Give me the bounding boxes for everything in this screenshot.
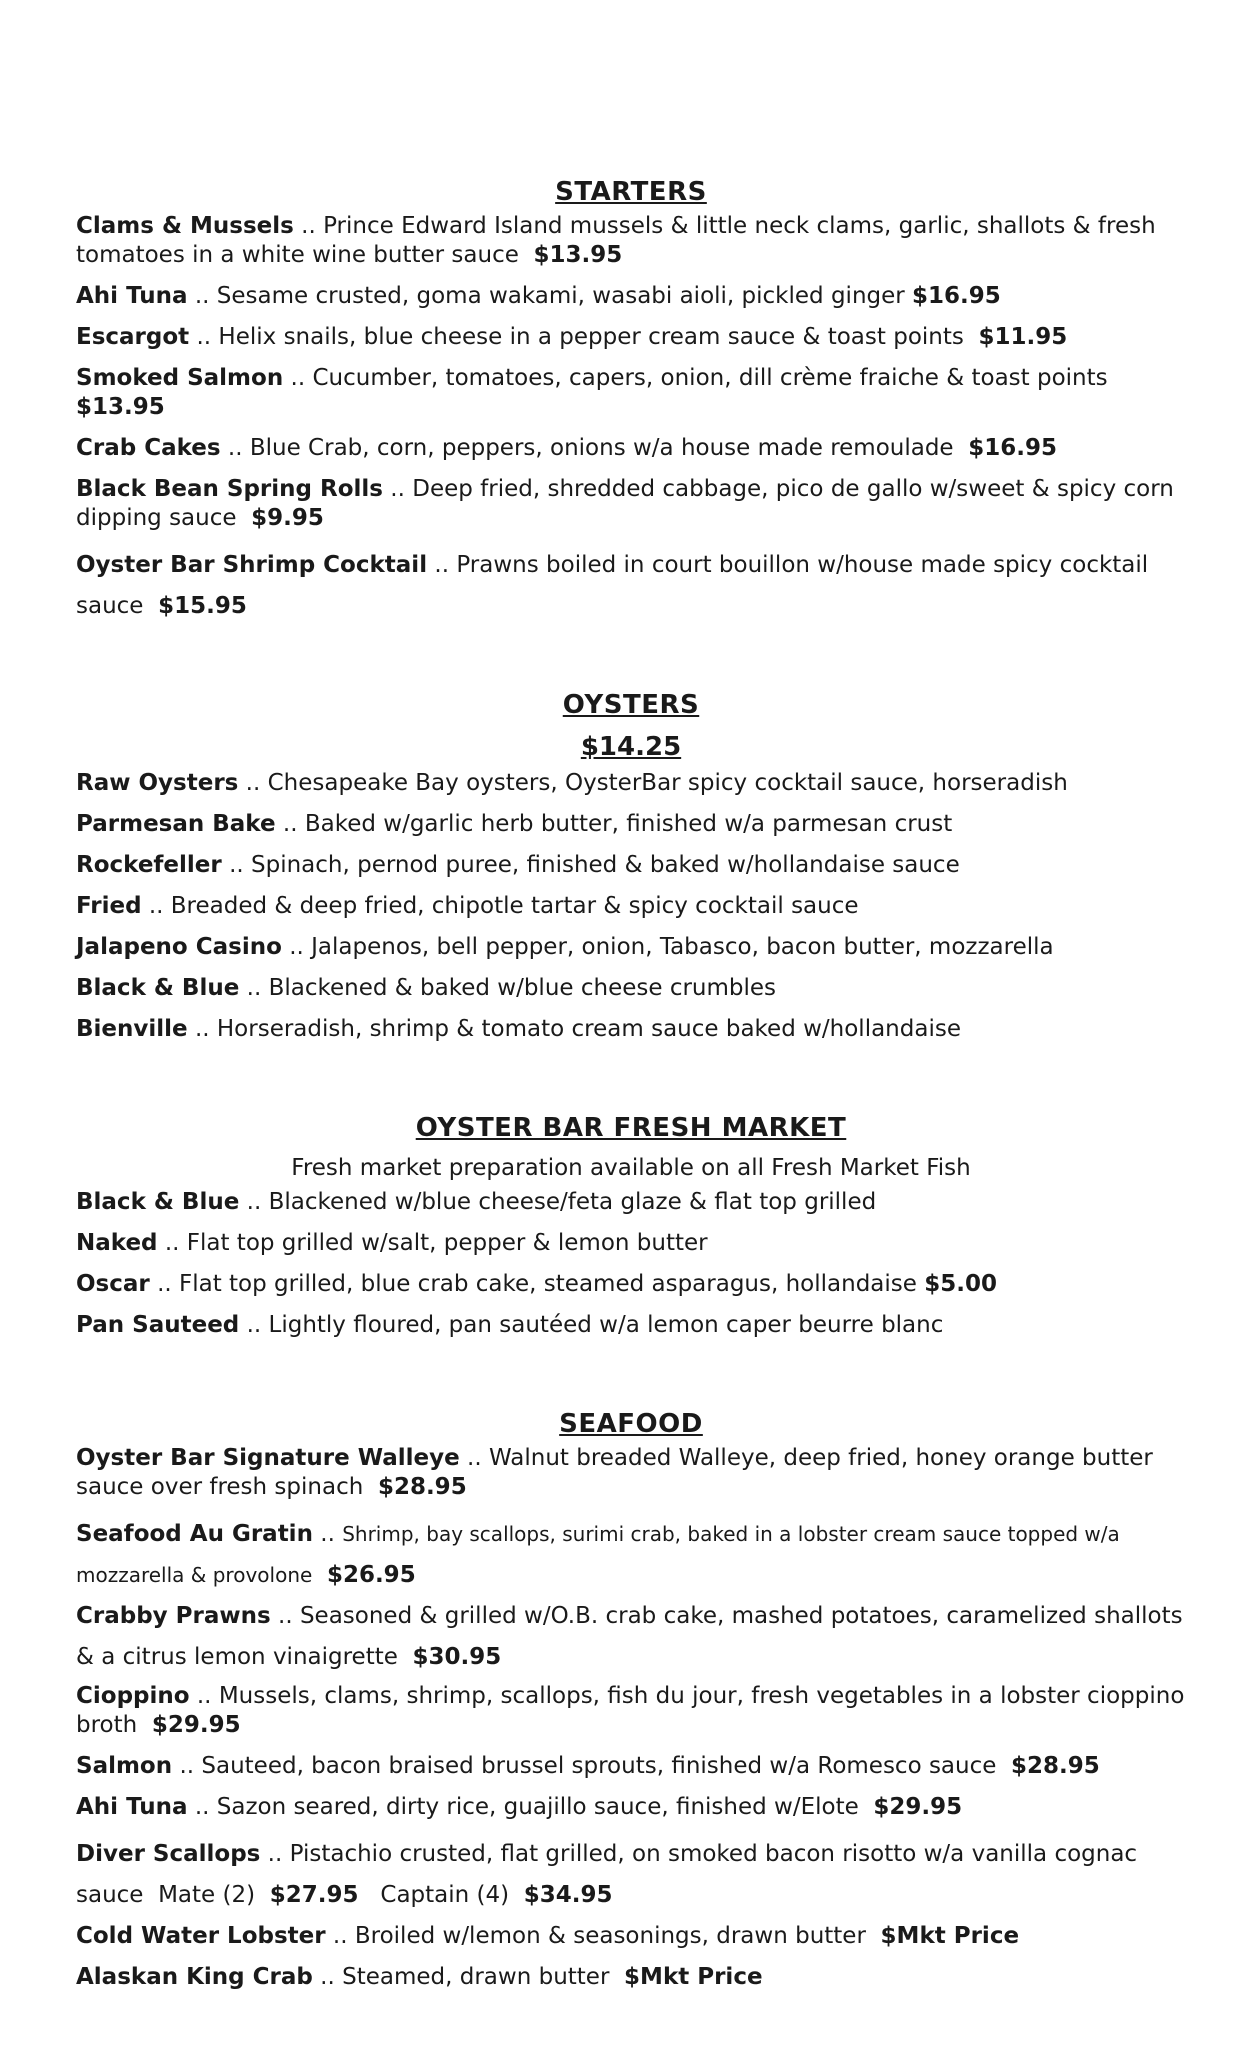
item-price: $5.00 (924, 1271, 997, 1297)
item-desc: Steamed, drawn butter (342, 1964, 610, 1990)
menu-item: Raw Oysters .. Chesapeake Bay oysters, OysterBar spicy cocktail sauce, horseradish (76, 770, 1068, 796)
item-desc: Blackened & baked w/blue cheese crumbles (268, 975, 777, 1001)
menu-item: Jalapeno Casino .. Jalapenos, bell pepper, onion, Tabasco, bacon butter, mozzarella (76, 934, 1054, 960)
item-name: Rockefeller (76, 852, 222, 878)
item-name: Jalapeno Casino (76, 934, 282, 960)
item-name: Black & Blue (76, 1189, 240, 1215)
item-name: Naked (76, 1230, 158, 1256)
item-name: Clams & Mussels (76, 213, 294, 239)
item-name: Seafood Au Gratin (76, 1521, 313, 1547)
item-price: $15.95 (158, 593, 247, 619)
item-name: Smoked Salmon (76, 365, 284, 391)
menu-item: Alaskan King Crab .. Steamed, drawn butter $Mkt Price (76, 1964, 763, 1990)
menu-item: Black & Blue .. Blackened & baked w/blue cheese crumbles (76, 975, 777, 1001)
menu-item: Rockefeller .. Spinach, pernod puree, finished & baked w/hollandaise sauce (76, 852, 960, 878)
menu-item: Oyster Bar Shrimp Cocktail .. Prawns boiled in court bouillon w/house made spicy cocktail sauce $15.95 (76, 552, 1149, 619)
item-price: $30.95 (412, 1644, 502, 1670)
item-desc: Flat top grilled, blue crab cake, steamed asparagus, hollandaise (179, 1271, 917, 1297)
oysters-price: $14.25 (580, 732, 682, 762)
item-name: Raw Oysters (76, 770, 239, 796)
starters-title: STARTERS (555, 177, 707, 207)
item-desc: Cucumber, tomatoes, capers, onion, dill crème fraiche & toast points (312, 365, 1108, 391)
item-name: Salmon (76, 1753, 173, 1779)
item-desc: Blackened w/blue cheese/feta glaze & flat top grilled (268, 1189, 877, 1215)
item-name: Black & Blue (76, 975, 240, 1001)
item-name: Ahi Tuna (76, 1794, 188, 1820)
seafood-list (76, 1444, 1186, 1998)
menu-item: Oscar .. Flat top grilled, blue crab cake, steamed asparagus, hollandaise $5.00 (76, 1271, 997, 1297)
menu-item: Ahi Tuna .. Sazon seared, dirty rice, guajillo sauce, finished w/Elote $29.95 (76, 1794, 963, 1820)
item-desc: Prince Edward Island mussels & little neck clams, garlic, shallots & fresh tomatoes in a white wine butter sauce (76, 213, 1156, 268)
market-list (76, 1188, 1186, 1340)
item-desc: Baked w/garlic herb butter, finished w/a parmesan crust (304, 811, 953, 837)
menu-item: Crab Cakes .. Blue Crab, corn, peppers, onions w/a house made remoulade $16.95 (76, 435, 1057, 461)
menu-item: Fried .. Breaded & deep fried, chipotle tartar & spicy cocktail sauce (76, 893, 859, 919)
item-price: $29.95 (151, 1712, 241, 1738)
seafood-title: SEAFOOD (559, 1409, 703, 1439)
menu-item: Crabby Prawns .. Seasoned & grilled w/O.B. crab cake, mashed potatoes, caramelized shallots & a citrus lemon vinaigrette $30.95 (76, 1603, 1183, 1670)
item-desc: Chesapeake Bay oysters, OysterBar spicy cocktail sauce, horseradish (267, 770, 1068, 796)
item-desc: Walnut breaded Walleye, deep fried, honey orange butter sauce over fresh spinach (76, 1445, 1153, 1500)
menu-item: Pan Sauteed .. Lightly floured, pan sautéed w/a lemon caper beurre blanc (76, 1312, 944, 1338)
item-desc: Jalapenos, bell pepper, onion, Tabasco, bacon butter, mozzarella (311, 934, 1054, 960)
item-desc: Prawns boiled in court bouillon w/house made spicy cocktail sauce (76, 552, 1149, 619)
item-desc: Sazon seared, dirty rice, guajillo sauce, finished w/Elote (216, 1794, 859, 1820)
item-desc: Pistachio crusted, flat grilled, on smoked bacon risotto w/a vanilla cognac sauce (76, 1841, 1138, 1908)
item-name: Escargot (76, 324, 190, 350)
item-price: $34.95 (523, 1882, 613, 1908)
item-name: Crabby Prawns (76, 1603, 271, 1629)
item-price: $26.95 (326, 1562, 416, 1588)
item-desc: Mussels, clams, shrimp, scallops, fish du jour, fresh vegetables in a lobster cioppino broth (76, 1683, 1185, 1738)
item-desc: Breaded & deep fried, chipotle tartar & spicy cocktail sauce (170, 893, 859, 919)
item-desc: Helix snails, blue cheese in a pepper cream sauce & toast points (218, 324, 964, 350)
item-name: Fried (76, 893, 142, 919)
item-name: Oyster Bar Shrimp Cocktail (76, 552, 428, 578)
item-price: $11.95 (978, 324, 1068, 350)
item-name: Ahi Tuna (76, 283, 188, 309)
item-desc: Broiled w/lemon & seasonings, drawn butter (354, 1923, 866, 1949)
item-price: $16.95 (912, 283, 1001, 309)
item-name: Black Bean Spring Rolls (76, 476, 383, 502)
item-price: $13.95 (533, 242, 623, 268)
menu-item: Seafood Au Gratin .. Shrimp, bay scallops, surimi crab, baked in a lobster cream sauce topped w/a mozzarella & provolone $26.95 (76, 1521, 1120, 1588)
oysters-title: OYSTERS (562, 690, 700, 720)
menu-item: Parmesan Bake .. Baked w/garlic herb butter, finished w/a parmesan crust (76, 811, 953, 837)
item-name: Crab Cakes (76, 435, 221, 461)
item-price: $16.95 (968, 435, 1057, 461)
market-title: OYSTER BAR FRESH MARKET (415, 1113, 847, 1143)
item-price: $29.95 (873, 1794, 963, 1820)
item-price: $Mkt Price (624, 1964, 763, 1990)
menu-item: Diver Scallops .. Pistachio crusted, flat grilled, on smoked bacon risotto w/a vanilla cognac sauce Mate (2) $27.95 Captain (4) $34.95 (76, 1841, 1138, 1908)
item-name: Oscar (76, 1271, 150, 1297)
item-price: $28.95 (377, 1474, 467, 1500)
item-desc: Shrimp, bay scallops, surimi crab, baked in a lobster cream sauce topped w/a mozzarella & provolone (76, 1522, 1120, 1587)
menu-item: Smoked Salmon .. Cucumber, tomatoes, capers, onion, dill crème fraiche & toast points $13.95 (76, 365, 1108, 420)
item-price: $28.95 (1011, 1753, 1100, 1779)
menu-item: Black Bean Spring Rolls .. Deep fried, shredded cabbage, pico de gallo w/sweet & spicy corn dipping sauce $9.95 (76, 476, 1174, 531)
item-size-label: Captain (4) (380, 1882, 510, 1908)
item-name: Alaskan King Crab (76, 1964, 313, 1990)
item-name: Oyster Bar Signature Walleye (76, 1445, 460, 1471)
item-price: $Mkt Price (880, 1923, 1020, 1949)
menu-item: Salmon .. Sauteed, bacon braised brussel sprouts, finished w/a Romesco sauce $28.95 (76, 1753, 1100, 1779)
menu-page (76, 172, 1186, 1998)
item-name: Diver Scallops (76, 1841, 261, 1867)
menu-item: Cioppino .. Mussels, clams, shrimp, scallops, fish du jour, fresh vegetables in a lobster cioppino broth $29.95 (76, 1683, 1185, 1738)
menu-item: Bienville .. Horseradish, shrimp & tomato cream sauce baked w/hollandaise (76, 1016, 961, 1042)
menu-item: Naked .. Flat top grilled w/salt, pepper & lemon butter (76, 1230, 708, 1256)
item-desc: Sesame crusted, goma wakami, wasabi aioli, pickled ginger (216, 283, 905, 309)
menu-item: Ahi Tuna .. Sesame crusted, goma wakami, wasabi aioli, pickled ginger $16.95 (76, 283, 1001, 309)
item-desc: Seasoned & grilled w/O.B. crab cake, mashed potatoes, caramelized shallots & a citrus lemon vinaigrette (76, 1603, 1183, 1670)
oysters-list (76, 769, 1186, 1044)
item-desc: Lightly floured, pan sautéed w/a lemon caper beurre blanc (268, 1312, 944, 1338)
item-name: Pan Sauteed (76, 1312, 240, 1338)
item-desc: Horseradish, shrimp & tomato cream sauce baked w/hollandaise (216, 1016, 961, 1042)
item-name: Cold Water Lobster (76, 1923, 326, 1949)
item-price: $13.95 (76, 394, 165, 420)
item-desc: Spinach, pernod puree, finished & baked w/hollandaise sauce (251, 852, 960, 878)
item-desc: Blue Crab, corn, peppers, onions w/a house made remoulade (249, 435, 954, 461)
menu-item: Oyster Bar Signature Walleye .. Walnut breaded Walleye, deep fried, honey orange butter sauce over fresh spinach $28.95 (76, 1445, 1153, 1500)
menu-item: Cold Water Lobster .. Broiled w/lemon & seasonings, drawn butter $Mkt Price (76, 1923, 1020, 1949)
menu-item: Clams & Mussels .. Prince Edward Island mussels & little neck clams, garlic, shallots & fresh tomatoes in a white wine butter sauce $13.95 (76, 213, 1156, 268)
item-desc: Sauteed, bacon braised brussel sprouts, finished w/a Romesco sauce (201, 1753, 997, 1779)
starters-list (76, 212, 1186, 627)
item-desc: Flat top grilled w/salt, pepper & lemon butter (186, 1230, 708, 1256)
market-subtitle: Fresh market preparation available on all Fresh Market Fish (291, 1155, 971, 1181)
item-price: $9.95 (251, 505, 324, 531)
item-size-label: Mate (2) (158, 1882, 256, 1908)
item-name: Parmesan Bake (76, 811, 276, 837)
item-name: Bienville (76, 1016, 188, 1042)
menu-item: Escargot .. Helix snails, blue cheese in a pepper cream sauce & toast points $11.95 (76, 324, 1068, 350)
menu-item: Black & Blue .. Blackened w/blue cheese/feta glaze & flat top grilled (76, 1189, 877, 1215)
item-name: Cioppino (76, 1683, 190, 1709)
item-desc: Deep fried, shredded cabbage, pico de gallo w/sweet & spicy corn dipping sauce (76, 476, 1174, 531)
item-price: $27.95 (269, 1882, 359, 1908)
